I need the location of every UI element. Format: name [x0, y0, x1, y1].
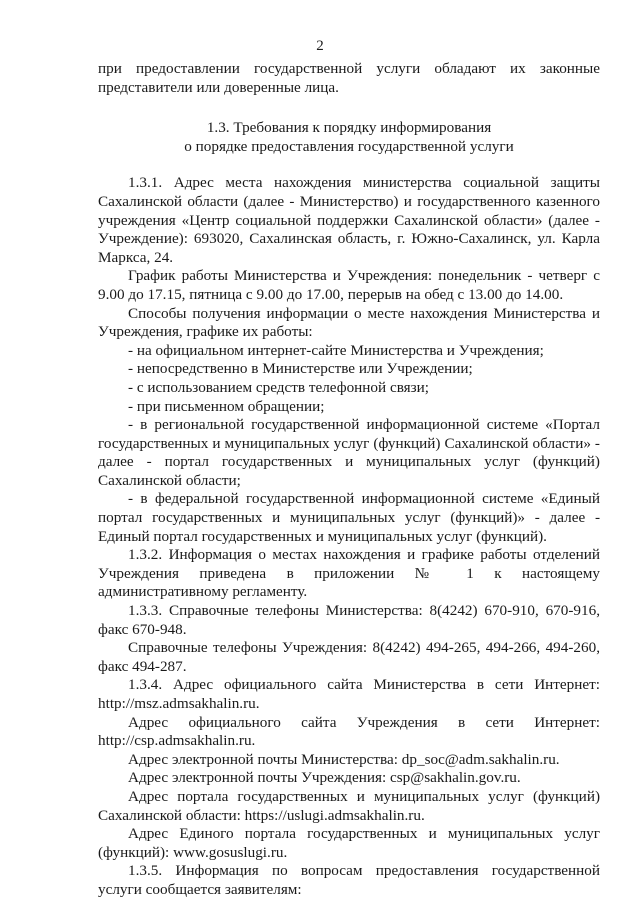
paragraph-1-3-5: 1.3.5. Информация по вопросам предоставления государственной услуги сообщается заявителям:	[98, 862, 600, 898]
paragraph-1-3-2: 1.3.2. Информация о местах нахождения и графике работы отделений Учреждения приведена в приложении № 1 к настоящему административному регламенту.	[98, 546, 600, 601]
paragraph-federal-portal: Адрес Единого портала государственных и муниципальных услуг (функций): www.gosuslugi.ru.	[98, 825, 600, 861]
list-item: - в федеральной государственной информационной системе «Единый портал государственных и муниципальных услуг (функций)» - далее - Единый портал государственных и муниципальных услуг (функций).	[98, 490, 600, 545]
paragraph-regional-portal: Адрес портала государственных и муниципальных услуг (функций) Сахалинской области: https://uslugi.admsakhalin.ru.	[98, 787, 600, 824]
paragraph-site-institution: Адрес официального сайта Учреждения в сети Интернет: http://csp.admsakhalin.ru.	[98, 713, 600, 750]
list-item: - в региональной государственной информационной системе «Портал государственных и муниципальных услуг (функций) Сахалинской области» - далее - портал государственных и муниципальных услуг (функций) Сахалинской области;	[98, 416, 600, 489]
paragraph-1-3-3: 1.3.3. Справочные телефоны Министерства: 8(4242) 670-910, 670-916, факс 670-948.	[98, 602, 600, 638]
paragraph-email-institution: Адрес электронной почты Учреждения: csp@sakhalin.gov.ru.	[128, 769, 521, 787]
paragraph-ways: Способы получения информации о месте нахождения Министерства и Учреждения, графике их работы:	[98, 304, 600, 341]
list-item: - на официальном интернет-сайте Министерства и Учреждения;	[128, 341, 544, 359]
list-item: - непосредственно в Министерстве или Учреждении;	[128, 360, 473, 378]
paragraph-1-3-4: 1.3.4. Адрес официального сайта Министерства в сети Интернет: http://msz.admsakhalin.ru.	[98, 676, 600, 712]
section-heading-line-2: о порядке предоставления государственной услуги	[184, 137, 514, 155]
list-item: - с использованием средств телефонной связи;	[128, 378, 429, 396]
intro-paragraph: при предоставлении государственной услуги обладают их законные представители или доверенные лица.	[98, 60, 600, 96]
paragraph-phones-institution: Справочные телефоны Учреждения: 8(4242) 494-265, 494-266, 494-260, факс 494-287.	[98, 639, 600, 675]
paragraph-schedule: График работы Министерства и Учреждения: понедельник - четверг с 9.00 до 17.15, пятница с 9.00 до 17.00, перерыв на обед с 13.00 до 14.00.	[98, 267, 600, 303]
paragraph-1-3-1: 1.3.1. Адрес места нахождения министерства социальной защиты Сахалинской области (далее - Министерство) и государственного казенного учреждения «Центр социальной поддержки Сахалинской области» (далее - Учреждение): 693020, Сахалинская область, г. Южно-Сахалинск, ул. Карла Маркса, 24.	[98, 174, 600, 266]
document-body	[98, 60, 600, 900]
paragraph-email-ministry: Адрес электронной почты Министерства: dp_soc@adm.sakhalin.ru.	[128, 750, 560, 768]
page-number: 2	[316, 38, 324, 54]
section-heading	[98, 119, 600, 156]
list-item: - при письменном обращении;	[128, 397, 325, 415]
section-heading-line-1: 1.3. Требования к порядку информирования	[206, 119, 492, 137]
